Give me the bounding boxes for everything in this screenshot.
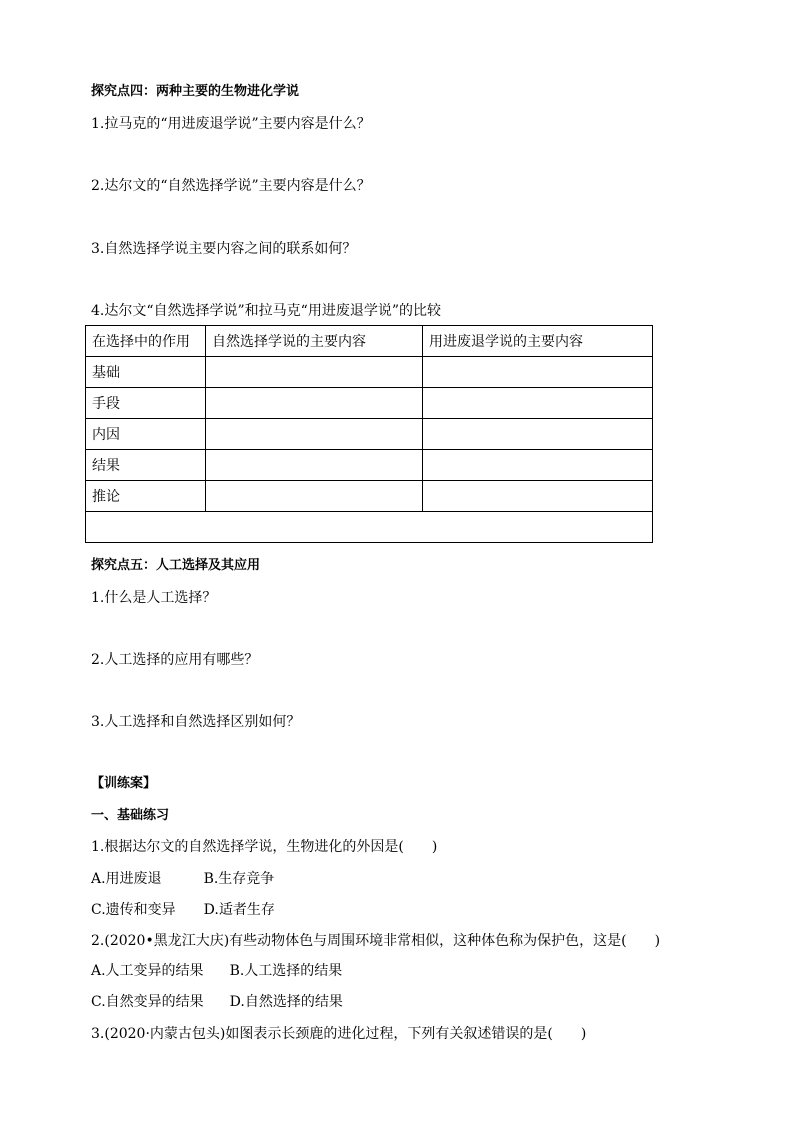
section4-question-3: 3.自然选择学说主要内容之间的联系如何？ bbox=[91, 241, 357, 257]
table-row bbox=[86, 357, 653, 388]
training-subtitle: 一、基础练习 bbox=[91, 808, 170, 823]
section5-question-1: 1.什么是人工选择？ bbox=[91, 590, 217, 606]
training-title: 【训练案】 bbox=[91, 776, 157, 791]
exercise-1-options-row-2 bbox=[91, 901, 275, 919]
option-d: D.自然选择的结果 bbox=[229, 994, 343, 1010]
table-row bbox=[86, 481, 653, 512]
table-cell-empty bbox=[423, 357, 653, 388]
section5-question-3: 3.人工选择和自然选择区别如何？ bbox=[91, 714, 301, 730]
option-a: A.用进废退 bbox=[91, 871, 162, 887]
section4-question-1: 1.拉马克的“用进废退学说”主要内容是什么？ bbox=[91, 116, 371, 132]
table-cell-empty bbox=[423, 419, 653, 450]
exercise-3-question: 3.(2020·内蒙古包头)如图表示长颈鹿的进化过程，下列有关叙述错误的是( ) bbox=[91, 1026, 587, 1042]
table-cell-empty bbox=[206, 357, 423, 388]
table-cell-empty bbox=[423, 388, 653, 419]
table-row-label: 手段 bbox=[86, 388, 206, 419]
option-b: B.生存竞争 bbox=[203, 871, 275, 887]
table-cell-empty bbox=[206, 388, 423, 419]
table-header-cell: 用进废退学说的主要内容 bbox=[423, 326, 653, 357]
table-row-label: 推论 bbox=[86, 481, 206, 512]
option-d: D.适者生存 bbox=[203, 902, 275, 918]
section4-title: 探究点四：两种主要的生物进化学说 bbox=[91, 84, 300, 99]
exercise-2-options-row-2 bbox=[91, 993, 343, 1011]
option-c: C.遗传和变异 bbox=[91, 902, 176, 918]
exercise-1-question: 1.根据达尔文的自然选择学说，生物进化的外因是( ) bbox=[91, 839, 438, 855]
table-row bbox=[86, 450, 653, 481]
table-row-label: 基础 bbox=[86, 357, 206, 388]
option-b: B.人工选择的结果 bbox=[229, 963, 343, 979]
option-c: C.自然变异的结果 bbox=[91, 994, 204, 1010]
table-header-row bbox=[86, 326, 653, 357]
table-header-cell: 自然选择学说的主要内容 bbox=[206, 326, 423, 357]
exercise-2-question: 2.(2020•黑龙江大庆)有些动物体色与周围环境非常相似，这种体色称为保护色，这是( ) bbox=[91, 933, 661, 949]
table-cell-empty bbox=[206, 419, 423, 450]
section5-title: 探究点五：人工选择及其应用 bbox=[91, 558, 261, 573]
table-row bbox=[86, 419, 653, 450]
section4-question-4: 4.达尔文“自然选择学说”和拉马克“用进废退学说”的比较 bbox=[91, 303, 441, 319]
option-a: A.人工变异的结果 bbox=[91, 963, 204, 979]
table-cell-empty bbox=[206, 450, 423, 481]
table-cell-merged-empty bbox=[86, 512, 653, 543]
comparison-table bbox=[85, 325, 653, 543]
table-row bbox=[86, 388, 653, 419]
table-cell-empty bbox=[423, 450, 653, 481]
table-cell-empty bbox=[206, 481, 423, 512]
exercise-1-options-row-1 bbox=[91, 870, 274, 888]
table-header-cell: 在选择中的作用 bbox=[86, 326, 206, 357]
exercise-2-options-row-1 bbox=[91, 962, 342, 980]
section4-question-2: 2.达尔文的“自然选择学说”主要内容是什么？ bbox=[91, 178, 371, 194]
table-row-merged bbox=[86, 512, 653, 543]
table-cell-empty bbox=[423, 481, 653, 512]
table-row-label: 结果 bbox=[86, 450, 206, 481]
section5-question-2: 2.人工选择的应用有哪些？ bbox=[91, 652, 259, 668]
table-row-label: 内因 bbox=[86, 419, 206, 450]
